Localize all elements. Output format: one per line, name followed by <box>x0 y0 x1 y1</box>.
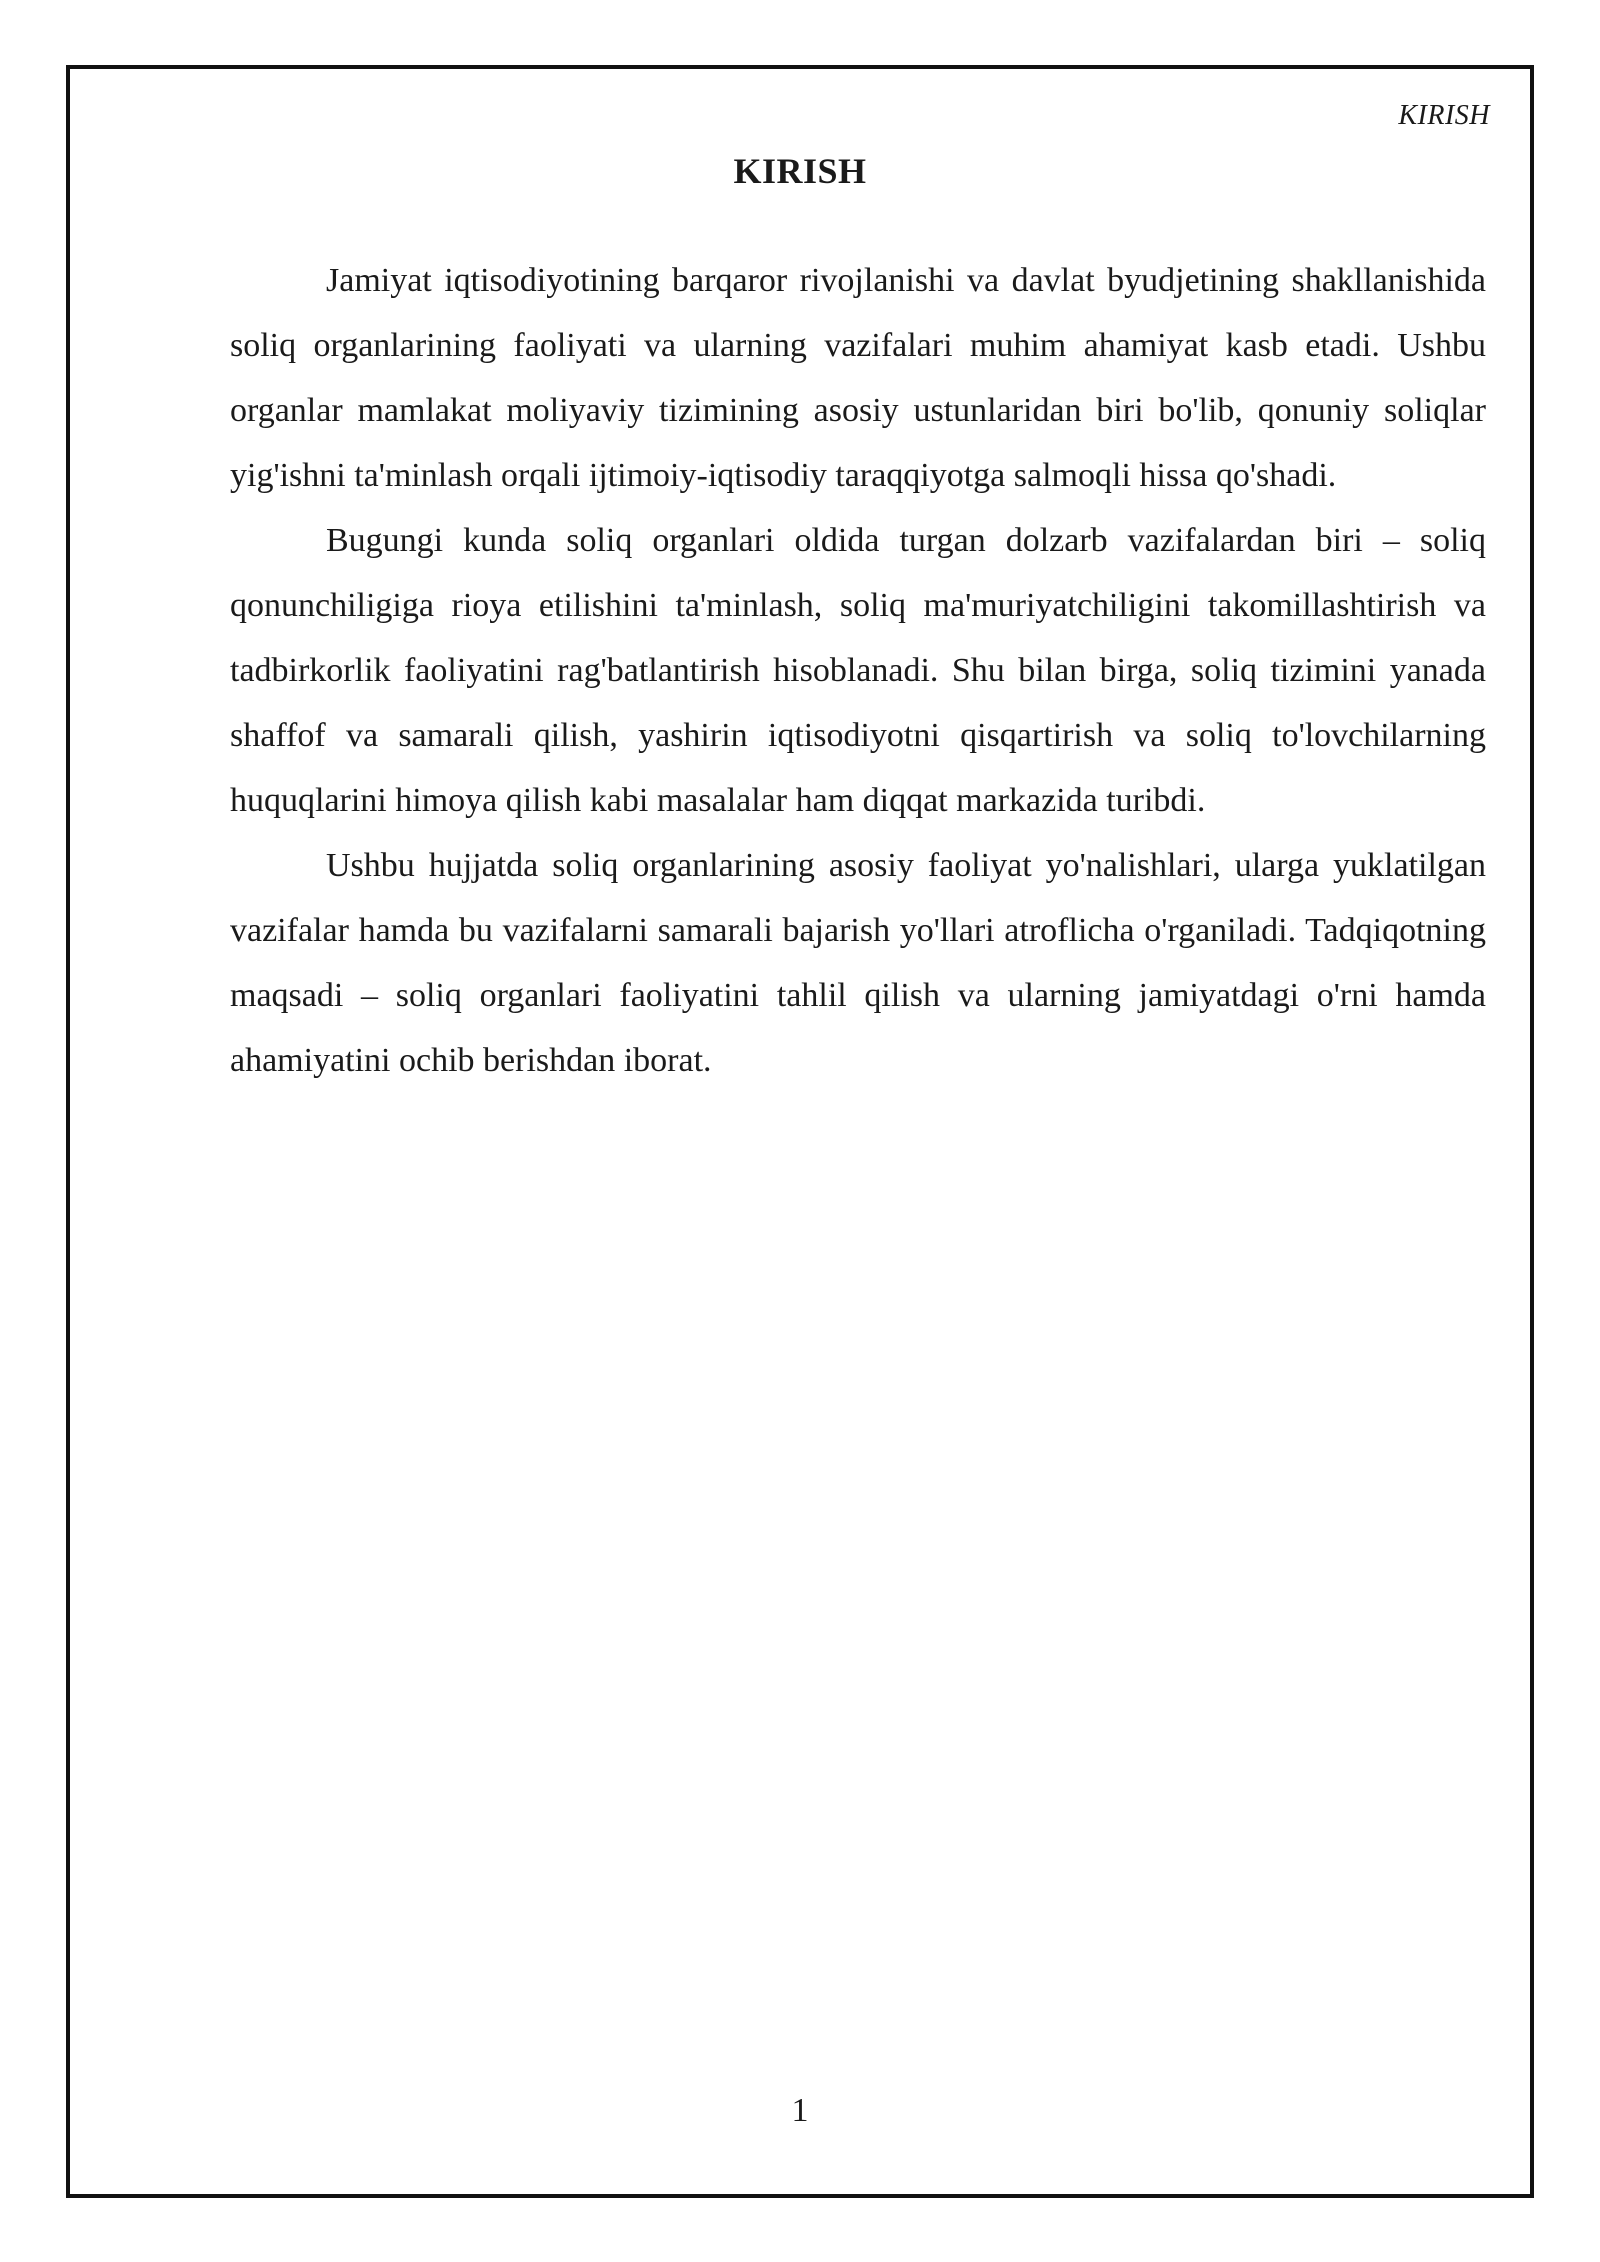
paragraph-2: Bugungi kunda soliq organlari oldida turgan dolzarb vazifalardan biri – soliq qonunchiligiga rioya etilishini ta'minlash, soliq ma'muriyatchiligini takomillashtirish va tadbirkorlik faoliyatini rag'batlantirish hisoblanadi. Shu bilan birga, soliq tizimini yanada shaffof va samarali qilish, yashirin iqtisodiyotni qisqartirish va soliq to'lovchilarning huquqlarini himoya qilish kabi masalalar ham diqqat markazida turibdi. <box>230 522 1486 819</box>
paragraph-3: Ushbu hujjatda soliq organlarining asosiy faoliyat yo'nalishlari, ularga yuklatilgan vazifalar hamda bu vazifalarni samarali bajarish yo'llari atroflicha o'rganiladi. Tadqiqotning maqsadi – soliq organlari faoliyatini tahlil qilish va ularning jamiyatdagi o'rni hamda ahamiyatini ochib berishdan iborat. <box>230 847 1486 1079</box>
page-number: 1 <box>791 2092 809 2129</box>
running-header: KIRISH <box>1398 100 1490 131</box>
document-body <box>230 248 1486 1093</box>
document-title: KIRISH <box>733 151 867 191</box>
paragraph-1: Jamiyat iqtisodiyotining barqaror rivojlanishi va davlat byudjetining shakllanishida soliq organlarining faoliyati va ularning vazifalari muhim ahamiyat kasb etadi. Ushbu organlar mamlakat moliyaviy tizimining asosiy ustunlaridan biri bo'lib, qonuniy soliqlar yig'ishni ta'minlash orqali ijtimoiy-iqtisodiy taraqqiyotga salmoqli hissa qo'shadi. <box>230 262 1486 494</box>
